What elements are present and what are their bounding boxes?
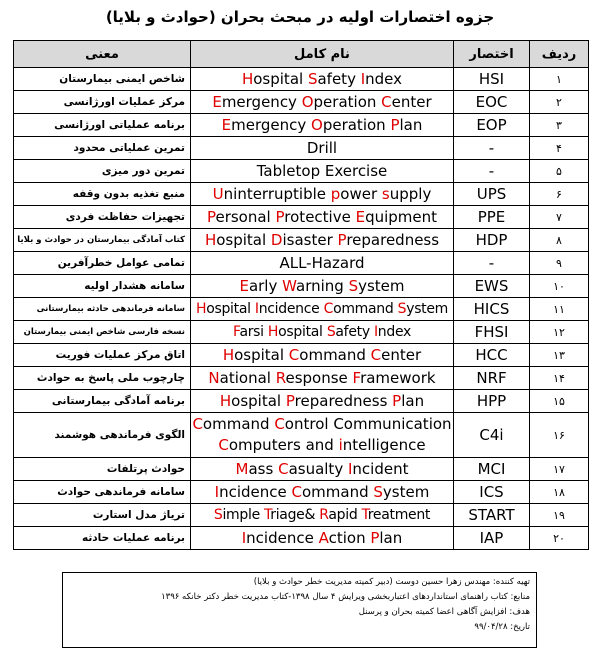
cell-row-number: ۱۹	[530, 504, 589, 527]
full-name-word: Uninterruptible	[212, 185, 331, 203]
full-name-word: Drill	[306, 139, 338, 157]
cell-abbreviation: UPS	[454, 183, 530, 206]
table-row	[14, 252, 589, 275]
full-name-word: Control	[274, 415, 334, 433]
cell-meaning: تمرین دور میزی	[14, 160, 191, 183]
cell-abbreviation: EWS	[454, 275, 530, 298]
cell-full-name	[191, 206, 454, 229]
page-title: جزوه اختصارات اولیه در مبحث بحران (حوادث و بلایا)	[105, 8, 495, 26]
header-row-number: ردیف	[530, 41, 589, 68]
cell-full-name	[191, 91, 454, 114]
cell-full-name	[191, 527, 454, 550]
table-row	[14, 504, 589, 527]
full-name-word: Incidence	[254, 301, 324, 317]
cell-full-name	[191, 458, 454, 481]
cell-meaning: مرکز عملیات اورژانسی	[14, 91, 191, 114]
full-name-word: Safety	[326, 324, 374, 340]
cell-row-number: ۹	[530, 252, 589, 275]
cell-full-name	[191, 114, 454, 137]
full-name-word: Simple	[213, 507, 265, 523]
cell-abbreviation: ICS	[454, 481, 530, 504]
cell-meaning: تریاژ مدل استارت	[14, 504, 191, 527]
full-name-word: Hospital	[219, 392, 286, 410]
full-name-word: supply	[381, 185, 432, 203]
full-name-word: National	[208, 369, 276, 387]
cell-abbreviation: PPE	[454, 206, 530, 229]
cell-abbreviation: EOP	[454, 114, 530, 137]
full-name-word: Command	[288, 346, 371, 364]
full-name-word: Hospital	[241, 70, 308, 88]
cell-meaning: برنامه عملیات حادثه	[14, 527, 191, 550]
abbreviations-table	[13, 40, 589, 550]
cell-row-number: ۱	[530, 68, 589, 91]
full-name-word: Emergency	[212, 93, 302, 111]
full-name-word: Command	[323, 301, 398, 317]
cell-meaning: تجهیزات حفاظت فردی	[14, 206, 191, 229]
full-name-word: Disaster	[270, 231, 338, 249]
table-row	[14, 344, 589, 367]
cell-meaning: سامانه هشدار اولیه	[14, 275, 191, 298]
cell-meaning: حوادث پرتلفات	[14, 458, 191, 481]
cell-row-number: ۱۳	[530, 344, 589, 367]
cell-abbreviation: HPP	[454, 390, 530, 413]
cell-abbreviation: C4i	[454, 413, 530, 458]
table-row	[14, 91, 589, 114]
header-abbreviation: اختصار	[454, 41, 530, 68]
table-row	[14, 160, 589, 183]
footer-goal: هدف: افزایش آگاهی اعضا کمیته بحران و پرسنل	[358, 607, 530, 617]
cell-row-number: ۱۴	[530, 367, 589, 390]
full-name-word: Hospital	[195, 301, 255, 317]
cell-row-number: ۴	[530, 137, 589, 160]
full-name-word: Computers	[218, 436, 306, 454]
cell-meaning: تمرین عملیاتی محدود	[14, 137, 191, 160]
table-row	[14, 68, 589, 91]
cell-full-name	[191, 275, 454, 298]
table-body	[14, 68, 589, 550]
cell-abbreviation: IAP	[454, 527, 530, 550]
full-name-word: Command	[291, 483, 374, 501]
table-row	[14, 137, 589, 160]
cell-full-name	[191, 413, 454, 458]
full-name-word: Action	[318, 529, 371, 547]
cell-abbreviation: EOC	[454, 91, 530, 114]
full-name-word: Rapid	[319, 507, 362, 523]
full-name-word: Casualty	[278, 460, 348, 478]
cell-meaning: چارچوب ملی پاسخ به حوادث	[14, 367, 191, 390]
cell-full-name	[191, 68, 454, 91]
full-name-word: Framework	[352, 369, 436, 387]
cell-meaning: کتاب آمادگی بیمارستان در حوادث و بلایا	[14, 229, 191, 252]
cell-full-name	[191, 344, 454, 367]
table-row	[14, 275, 589, 298]
table-row	[14, 413, 589, 458]
cell-full-name	[191, 160, 454, 183]
table-row	[14, 321, 589, 344]
cell-meaning: اتاق مرکز عملیات فوریت	[14, 344, 191, 367]
cell-meaning: شاخص ایمنی بیمارستان	[14, 68, 191, 91]
table-row	[14, 481, 589, 504]
cell-meaning: سامانه فرماندهی حادثه بیمارستانی	[14, 298, 191, 321]
full-name-word: Farsi	[232, 324, 268, 340]
cell-abbreviation: HCC	[454, 344, 530, 367]
table-row	[14, 298, 589, 321]
cell-full-name	[191, 137, 454, 160]
full-name-word: Command	[192, 415, 275, 433]
table-row	[14, 390, 589, 413]
table-header-row	[14, 41, 589, 68]
cell-row-number: ۲	[530, 91, 589, 114]
cell-row-number: ۷	[530, 206, 589, 229]
table-row	[14, 229, 589, 252]
cell-abbreviation: MCI	[454, 458, 530, 481]
cell-row-number: ۶	[530, 183, 589, 206]
full-name-word: System	[348, 277, 405, 295]
cell-abbreviation: START	[454, 504, 530, 527]
full-name-word: Index	[373, 324, 412, 340]
table-row	[14, 183, 589, 206]
full-name-word: Triage&	[264, 507, 320, 523]
cell-full-name	[191, 321, 454, 344]
full-name-word: Early	[239, 277, 283, 295]
full-name-word: Protective	[275, 208, 356, 226]
cell-meaning: تمامی عوامل خطرآفرین	[14, 252, 191, 275]
full-name-word: Warning	[282, 277, 349, 295]
full-name-word: Communication	[333, 415, 452, 433]
cell-meaning: برنامه آمادگی بیمارستانی	[14, 390, 191, 413]
full-name-word: Center	[381, 93, 432, 111]
cell-abbreviation: NRF	[454, 367, 530, 390]
cell-abbreviation: FHSI	[454, 321, 530, 344]
cell-row-number: ۱۰	[530, 275, 589, 298]
footer-sources: منابع: کتاب راهنمای استانداردهای اعتباربخشی ویرایش ۴ سال ۱۳۹۸-کتاب مدیریت خطر دکتر خانکه ۱۳۹۶	[161, 592, 530, 602]
full-name-word: Operation	[301, 93, 382, 111]
table-row	[14, 458, 589, 481]
full-name-word: Plan	[390, 116, 423, 134]
full-name-word: Hospital	[222, 346, 289, 364]
cell-meaning: برنامه عملیاتی اورژانسی	[14, 114, 191, 137]
cell-row-number: ۸	[530, 229, 589, 252]
full-name-word: Response	[275, 369, 353, 387]
cell-abbreviation: HSI	[454, 68, 530, 91]
footer-author: تهیه کننده: مهندس زهرا حسین دوست (دبیر کمیته مدیریت خطر حوادث و بلایا)	[253, 577, 530, 587]
cell-abbreviation: -	[454, 137, 530, 160]
cell-row-number: ۱۲	[530, 321, 589, 344]
full-name-word: Treatment	[361, 507, 431, 523]
cell-row-number: ۱۱	[530, 298, 589, 321]
cell-row-number: ۱۶	[530, 413, 589, 458]
cell-row-number: ۱۸	[530, 481, 589, 504]
full-name-word: Equipment	[355, 208, 438, 226]
cell-row-number: ۱۷	[530, 458, 589, 481]
full-name-word: Operation	[311, 116, 391, 134]
full-name-word: Incidence	[214, 483, 292, 501]
table-row	[14, 206, 589, 229]
full-name-word: System	[397, 301, 449, 317]
cell-abbreviation: -	[454, 252, 530, 275]
cell-abbreviation: HDP	[454, 229, 530, 252]
full-name-word: and intelligence	[305, 436, 426, 454]
table-row	[14, 367, 589, 390]
cell-full-name	[191, 504, 454, 527]
full-name-word: Plan	[392, 392, 425, 410]
footer-date: تاریخ: ۹۹/۰۴/۲۸	[474, 622, 530, 632]
cell-full-name	[191, 481, 454, 504]
full-name-word: Personal	[206, 208, 276, 226]
full-name-word: Center	[370, 346, 422, 364]
full-name-word: Hospital	[204, 231, 271, 249]
full-name-word: Mass	[235, 460, 279, 478]
cell-meaning: نسخه فارسی شاخص ایمنی بیمارستان	[14, 321, 191, 344]
cell-row-number: ۲۰	[530, 527, 589, 550]
full-name-word: Emergency	[221, 116, 312, 134]
header-full-name: نام کامل	[191, 41, 454, 68]
full-name-word: Tabletop Exercise	[256, 162, 388, 180]
cell-meaning: منبع تغذیه بدون وقفه	[14, 183, 191, 206]
cell-full-name	[191, 367, 454, 390]
cell-full-name	[191, 298, 454, 321]
cell-row-number: ۱۵	[530, 390, 589, 413]
full-name-word: power	[330, 185, 382, 203]
full-name-word: Preparedness	[337, 231, 440, 249]
full-name-word: Preparedness	[285, 392, 393, 410]
full-name-word: Safety	[307, 70, 361, 88]
cell-row-number: ۵	[530, 160, 589, 183]
footer-box	[62, 572, 537, 648]
full-name-word: Hospital	[267, 324, 327, 340]
header-meaning: معنی	[14, 41, 191, 68]
table-row	[14, 527, 589, 550]
full-name-word: Index	[360, 70, 403, 88]
table-row	[14, 114, 589, 137]
full-name-word: Plan	[370, 529, 403, 547]
full-name-word: Incident	[347, 460, 409, 478]
cell-meaning: الگوی فرماندهی هوشمند	[14, 413, 191, 458]
cell-abbreviation: -	[454, 160, 530, 183]
cell-full-name	[191, 183, 454, 206]
cell-full-name	[191, 252, 454, 275]
cell-abbreviation: HICS	[454, 298, 530, 321]
cell-row-number: ۳	[530, 114, 589, 137]
cell-full-name	[191, 229, 454, 252]
cell-full-name	[191, 390, 454, 413]
full-name-word: ALL-Hazard	[279, 254, 365, 272]
full-name-word: Incidence	[241, 529, 319, 547]
full-name-word: System	[373, 483, 430, 501]
cell-meaning: سامانه فرماندهی حوادث	[14, 481, 191, 504]
